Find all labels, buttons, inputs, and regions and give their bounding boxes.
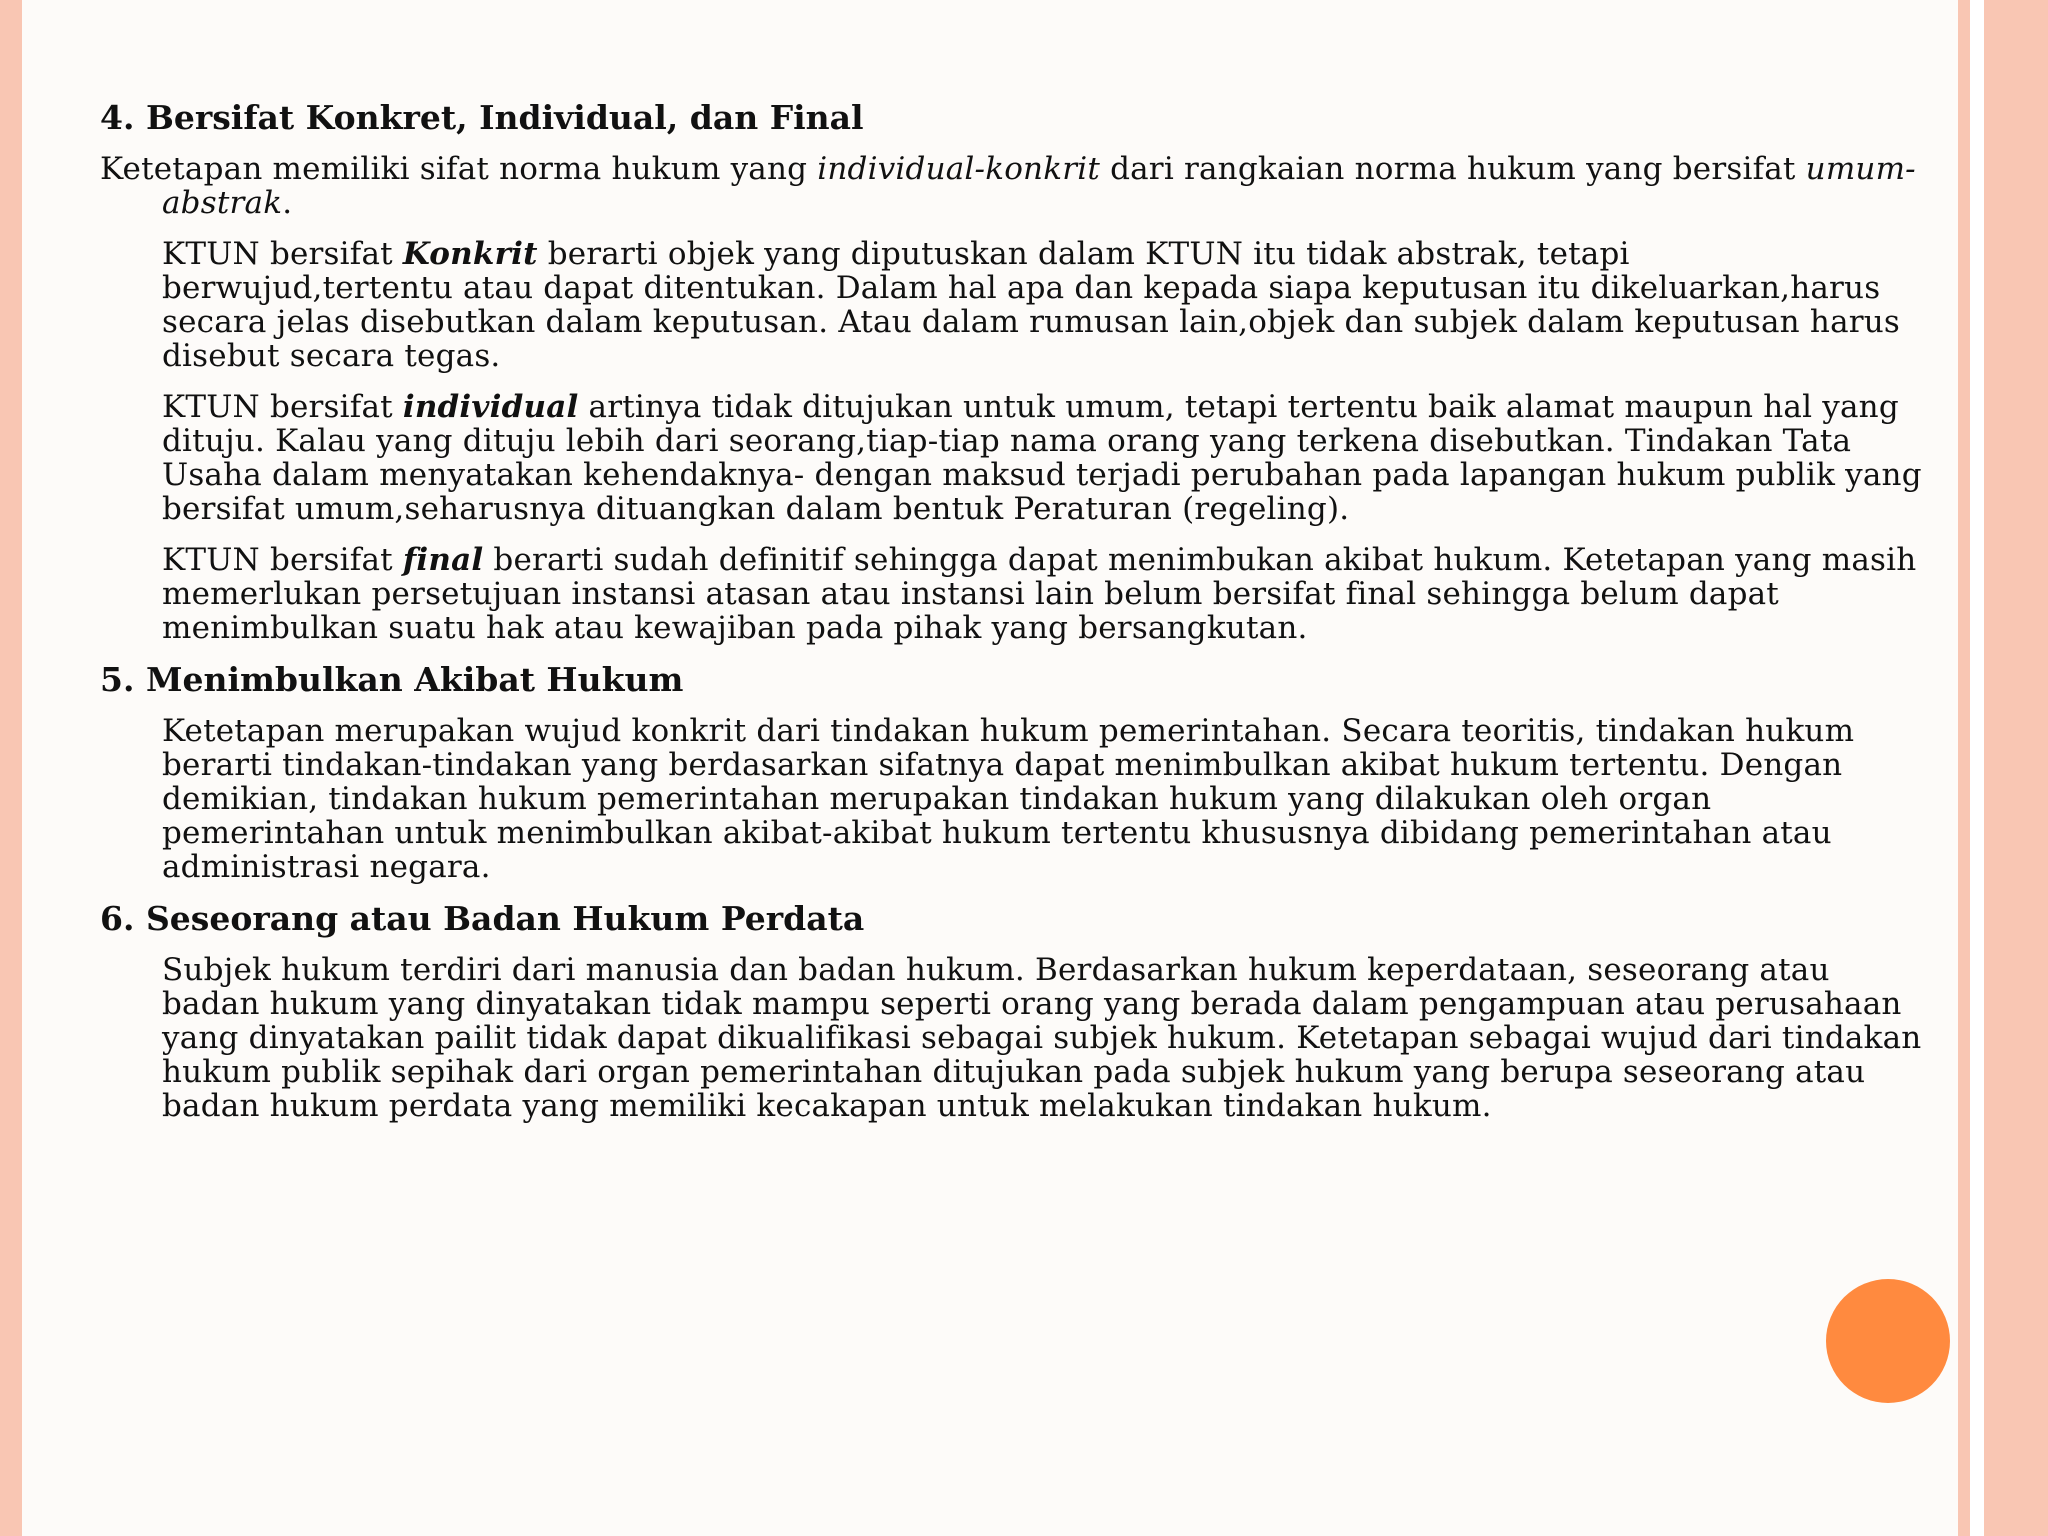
section-5-paragraph: Ketetapan merupakan wujud konkrit dari tindakan hukum pemerintahan. Secara teoritis, tindakan hukum berarti tindakan-tindakan yang berdasarkan sifatnya dapat menimbulkan akibat hukum tertentu. Dengan demikian, tindakan hukum pemerintahan merupakan tindakan hukum yang dilakukan oleh organ pemerintahan untuk menimbulkan akibat-akibat hukum tertentu khususnya dibidang pemerintahan atau administrasi negara.	[162, 713, 1855, 885]
right-border-stripe-inner	[1958, 0, 1970, 1536]
section-4-heading: 4. Bersifat Konkret, Individual, dan Final	[100, 98, 864, 137]
section-6-heading: 6. Seseorang atau Badan Hukum Perdata	[100, 899, 865, 938]
text-run: dari rangkaian norma hukum yang bersifat	[1100, 151, 1806, 187]
orange-circle-decoration	[1826, 1279, 1950, 1403]
section-4-paragraph-1	[100, 152, 1930, 220]
left-border-stripe	[0, 0, 22, 1536]
text-run: KTUN bersifat	[162, 389, 403, 425]
slide-content	[100, 100, 1930, 1140]
text-run: .	[282, 185, 293, 221]
bold-italic-term: final	[402, 542, 484, 578]
text-run: berarti sudah definitif sehingga dapat menimbukan akibat hukum. Ketetapan yang masih memerlukan persetujuan instansi atasan atau instansi lain belum bersifat final sehingga belum dapat menimbulkan suatu hak atau kewajiban pada pihak yang bersangkutan.	[162, 542, 1917, 646]
text-run: artinya tidak ditujukan untuk umum, tetapi tertentu baik alamat maupun hal yang dituju. Kalau yang dituju lebih dari seorang,tiap-tiap nama orang yang terkena disebutkan. Tindakan Tata Usaha dalam menyatakan kehendaknya- dengan maksud terjadi perubahan pada lapangan hukum publik yang bersifat umum,seharusnya dituangkan dalam bentuk Peraturan (regeling).	[162, 389, 1922, 527]
text-run: Ketetapan memiliki sifat norma hukum yang	[100, 151, 818, 187]
right-border-gap	[1970, 0, 1984, 1536]
text-run: KTUN bersifat	[162, 236, 403, 272]
section-5-heading: 5. Menimbulkan Akibat Hukum	[100, 660, 684, 699]
italic-term: individual-konkrit	[817, 151, 1101, 187]
bold-italic-term: Konkrit	[402, 236, 538, 272]
section-4-paragraph-konkrit	[100, 237, 1930, 373]
section-6-paragraph: Subjek hukum terdiri dari manusia dan badan hukum. Berdasarkan hukum keperdataan, seseorang atau badan hukum yang dinyatakan tidak mampu seperti orang yang berada dalam pengampuan atau perusahaan yang dinyatakan pailit tidak dapat dikualifikasi sebagai subjek hukum. Ketetapan sebagai wujud dari tindakan hukum publik sepihak dari organ pemerintahan ditujukan pada subjek hukum yang berupa seseorang atau badan hukum perdata yang memiliki kecakapan untuk melakukan tindakan hukum.	[162, 952, 1922, 1124]
italic-term: umum-abstrak	[162, 151, 1916, 221]
bold-italic-term: individual	[402, 389, 579, 425]
text-run: berarti objek yang diputuskan dalam KTUN itu tidak abstrak, tetapi berwujud,tertentu atau dapat ditentukan. Dalam hal apa dan kepada siapa keputusan itu dikeluarkan,harus secara jelas disebutkan dalam keputusan. Atau dalam rumusan lain,objek dan subjek dalam keputusan harus disebut secara tegas.	[162, 236, 1901, 374]
section-4-paragraph-individual	[100, 390, 1930, 526]
text-run: KTUN bersifat	[162, 542, 403, 578]
right-border-stripe-outer	[1984, 0, 2048, 1536]
section-4-paragraph-final	[100, 543, 1930, 645]
